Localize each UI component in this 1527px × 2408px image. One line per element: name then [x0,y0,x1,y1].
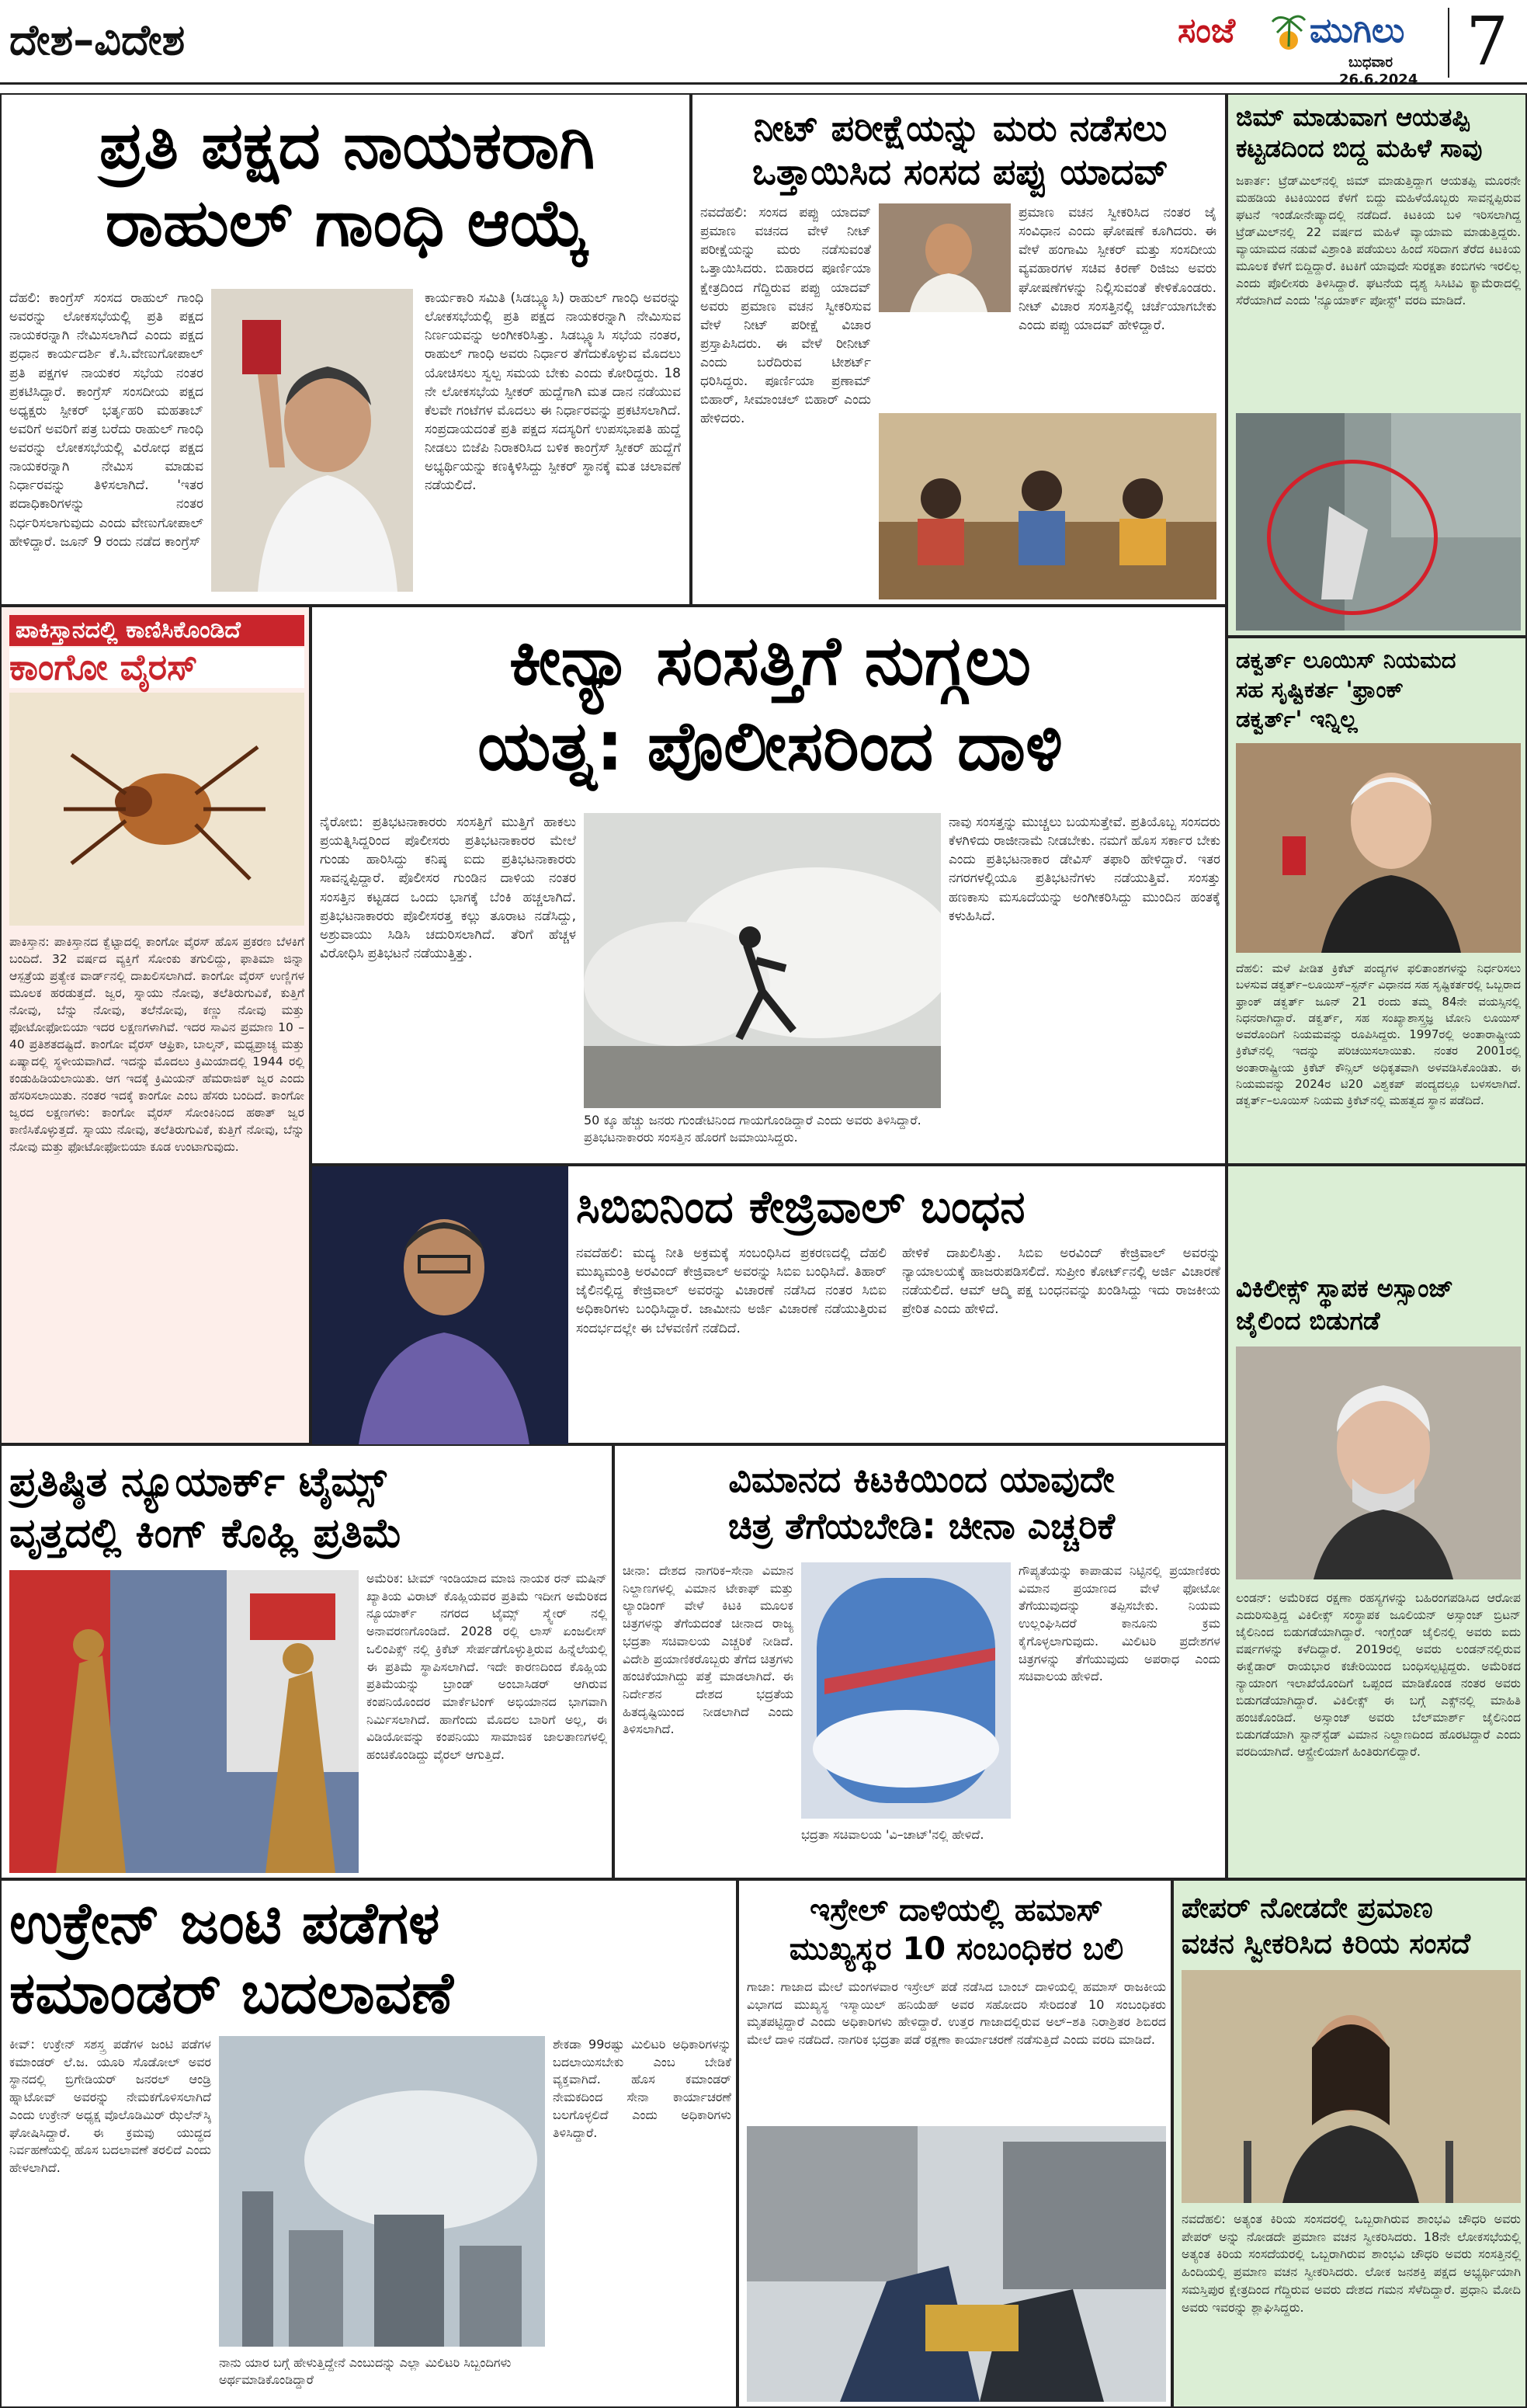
airplane-window-photo [801,1562,1011,1819]
kejriwal-column-1: ನವದೆಹಲಿ: ಮದ್ಯ ನೀತಿ ಅಕ್ರಮಕ್ಕೆ ಸಂಬಂಧಿಸಿದ ಪ್ರಕರಣದಲ್ಲಿ ದೆಹಲಿ ಮುಖ್ಯಮಂತ್ರಿ ಅರವಿಂದ್ ಕೇಜ್ರಿವಾಲ್ ಅವರನ್ನು ಸಿಬಿಐ ಬಂಧಿಸಿದೆ. ತಿಹಾರ್ ಜೈಲಿನಲ್ಲಿದ್ದ ಕೇಜ್ರಿವಾಲ್ ಅವರನ್ನು ವಿಚಾರಣೆ ನಡೆಸಿದ ನಂತರ ಸಿಬಿಐ ಅಧಿಕಾರಿಗಳು ಬಂಧಿಸಿದ್ದಾರೆ. ಜಾಮೀನು ಅರ್ಜಿ ವಿಚಾರಣೆ ನಡೆಯುತ್ತಿರುವ ಸಂದರ್ಭದಲ್ಲೇ ಈ ಬೆಳವಣಿಗೆ ನಡೆದಿದೆ. [576,1246,887,1336]
china-column-1: ಚೀನಾ: ದೇಶದ ನಾಗರಿಕ–ಸೇನಾ ವಿಮಾನ ನಿಲ್ದಾಣಗಳಲ್ಲಿ ವಿಮಾನ ಟೇಕಾಫ್ ಮತ್ತು ಲ್ಯಾಂಡಿಂಗ್ ವೇಳೆ ಕಿಟಕಿ ಮೂಲಕ ಚಿತ್ರಗಳನ್ನು ತೆಗೆಯದಂತೆ ಚೀನಾದ ರಾಜ್ಯ ಭದ್ರತಾ ಸಚಿವಾಲಯ ಎಚ್ಚರಿಕೆ ನೀಡಿದೆ. ವಿದೇಶಿ ಪ್ರಯಾಣಿಕರೊಬ್ಬರು ತೆಗೆದ ಚಿತ್ರಗಳು ಹಂಚಿಕೆಯಾಗಿದ್ದು ಪತ್ತೆ ಮಾಡಲಾಗಿದೆ. ಈ ನಿರ್ದೇಶನ ದೇಶದ ಭದ್ರತೆಯ ಹಿತದೃಷ್ಟಿಯಿಂದ ನೀಡಲಾಗಿದೆ ಎಂದು ತಿಳಿಸಲಾಗಿದೆ. [623,1563,793,1737]
duckworth-story [1227,637,1527,1165]
neet-column-2: ಪ್ರಮಾಣ ವಚನ ಸ್ವೀಕರಿಸಿದ ನಂತರ ಜೈ ಸಂವಿಧಾನ ಎಂದು ಘೋಷಣೆ ಕೂಗಿದರು. ಈ ವೇಳೆ ಹಂಗಾಮಿ ಸ್ಪೀಕರ್ ಮತ್ತು ಸಂಸದೀಯ ವ್ಯವಹಾರಗಳ ಸಚಿವ ಕಿರಣ್ ರಿಜಿಜು ಅವರು ಘೋಷಣೆಗಳನ್ನು ನಿಲ್ಲಿಸುವಂತೆ ಕೇಳಿಕೊಂಡರು. ನೀಟ್ ವಿಚಾರ ಸಂಸತ್ತಿನಲ್ಲಿ ಚರ್ಚೆಯಾಗಬೇಕು ಎಂದು ಪಪ್ಪು ಯಾದವ್ ಹೇಳಿದ್ದಾರೆ. [1019,205,1216,333]
israel-headline-2: ಮುಖ್ಯಸ್ಥರ 10 ಸಂಬಂಧಿಕರ ಬಲಿ [789,1931,1124,1967]
gym-headline-1: ಜಿಮ್ ಮಾಡುವಾಗ ಆಯತಪ್ಪಿ [1236,103,1470,132]
rahul-headline-1: ಪ್ರತಿ ಪಕ್ಷದ ನಾಯಕರಾಗಿ [99,107,595,183]
kohli-headline-2: ವೃತ್ತದಲ್ಲಿ ಕಿಂಗ್ ಕೊಹ್ಲಿ ಪ್ರತಿಮೆ [9,1510,403,1557]
kenya-photo-caption: 50 ಕ್ಕೂ ಹೆಚ್ಚು ಜನರು ಗುಂಡೇಟಿನಿಂದ ಗಾಯಗೊಂಡಿದ್ದಾರೆ ಎಂದು ಅವರು ತಿಳಿಸಿದ್ದಾರೆ. ಪ್ರತಿಭಟನಾಕಾರರು ಸಂಸತ್ತಿನ ಹೊರಗೆ ಜಮಾಯಿಸಿದ್ದರು. [584,1113,921,1145]
logo-part-1: ಸಂಜೆ [1178,11,1236,50]
duckworth-headline-2: ಸಹ ಸೃಷ್ಟಿಕರ್ತ 'ಫ್ರಾಂಕ್ [1236,676,1404,703]
kenya-column-2: ನಾವು ಸಂಸತ್ತನ್ನು ಮುಚ್ಚಲು ಬಯಸುತ್ತೇವೆ. ಪ್ರತಿಯೊಬ್ಬ ಸಂಸದರು ಕೆಳಗಿಳಿದು ರಾಜೀನಾಮೆ ನೀಡಬೇಕು. ನಮಗೆ ಹೊಸ ಸರ್ಕಾರ ಬೇಕು ಎಂದು ಪ್ರತಿಭಟನಾಕಾರ ಡೇವಿಸ್ ತಫಾರಿ ಹೇಳಿದ್ದಾರೆ. ಇತರ ನಗರಗಳಲ್ಲಿಯೂ ಪ್ರತಿಭಟನೆಗಳು ನಡೆಯುತ್ತಿವೆ. ಸಂಸತ್ತು ಹಣಕಾಸು ಮಸೂದೆಯನ್ನು ಅಂಗೀಕರಿಸಿದ್ದು ಮುಂದಿನ ಹಂತಕ್ಕೆ ಕಳುಹಿಸಿದೆ. [949,815,1220,924]
china-story [613,1444,1227,1879]
paper-headline-2: ವಚನ ಸ್ವೀಕರಿಸಿದ ಕಿರಿಯ ಸಂಸದೆ [1182,1928,1471,1960]
congo-body: ಪಾಕಿಸ್ತಾನ: ಪಾಕಿಸ್ತಾನದ ಕ್ವೆಟ್ಟಾದಲ್ಲಿ ಕಾಂಗೋ ವೈರಸ್ ಹೊಸ ಪ್ರಕರಣ ಬೆಳಕಿಗೆ ಬಂದಿದೆ. 32 ವರ್ಷದ ವ್ಯಕ್ತಿಗೆ ಸೋಂಕು ತಗುಲಿದ್ದು, ಫಾತಿಮಾ ಜಿನ್ನಾ ಆಸ್ಪತ್ರೆಯ ಪ್ರತ್ಯೇಕ ವಾರ್ಡ್‌ನಲ್ಲಿ ದಾಖಲಿಸಲಾಗಿದೆ. ಕಾಂಗೋ ವೈರಸ್ ಉಣ್ಣಿಗಳ ಮೂಲಕ ಹರಡುತ್ತದೆ. ಜ್ವರ, ಸ್ನಾಯು ನೋವು, ತಲೆತಿರುಗುವಿಕೆ, ಕುತ್ತಿಗೆ ನೋವು, ಬೆನ್ನು ನೋವು, ತಲೆನೋವು, ಕಣ್ಣು ನೋವು ಮತ್ತು ಫೋಟೋಫೋಬಿಯಾ ಇದರ ಲಕ್ಷಣಗಳಾಗಿವೆ. ಇದರ ಸಾವಿನ ಪ್ರಮಾಣ 10 – 40 ಪ್ರತಿಶತದಷ್ಟಿದೆ. ಕಾಂಗೋ ವೈರಸ್ ಆಫ್ರಿಕಾ, ಬಾಲ್ಕನ್, ಮಧ್ಯಪ್ರಾಚ್ಯ ಮತ್ತು ಏಷ್ಯಾದಲ್ಲಿ ಸ್ಥಳೀಯವಾಗಿದೆ. ಇದನ್ನು ಮೊದಲು ಕ್ರಿಮಿಯಾದಲ್ಲಿ 1944 ರಲ್ಲಿ ಕಂಡುಹಿಡಿಯಲಾಯಿತು. ಆಗ ಇದಕ್ಕೆ ಕ್ರಿಮಿಯನ್ ಹೆಮರಾಜಿಕ್ ಜ್ವರ ಎಂದು ಹೆಸರಿಸಲಾಯಿತು. ನಂತರ ಇದಕ್ಕೆ ಕಾಂಗೋ ಎಂಬ ಹೆಸರು ಬಂದಿದೆ. ಕಾಂಗೋ ಜ್ವರದ ಲಕ್ಷಣಗಳು: ಕಾಂಗೋ ವೈರಸ್ ಸೋಂಕಿನಿಂದ ಹಠಾತ್ ಜ್ವರ ಕಾಣಿಸಿಕೊಳ್ಳುತ್ತದೆ. ಸ್ನಾಯು ನೋವು, ತಲೆತಿರುಗುವಿಕೆ, ಕುತ್ತಿಗೆ ನೋವು, ಬೆನ್ನು ನೋವು ಮತ್ತು ಫೋಟೋಫೋಬಿಯಾ ಕೂಡ ಉಂಟಾಗುವುದು. [9,935,304,1154]
assange-body: ಲಂಡನ್: ಅಮೆರಿಕದ ರಕ್ಷಣಾ ರಹಸ್ಯಗಳನ್ನು ಬಹಿರಂಗಪಡಿಸಿದ ಆರೋಪ ಎದುರಿಸುತ್ತಿದ್ದ ವಿಕಿಲೀಕ್ಸ್ ಸಂಸ್ಥಾಪಕ ಜೂಲಿಯನ್ ಅಸ್ಸಾಂಜ್ ಬ್ರಿಟನ್ ಜೈಲಿನಿಂದ ಬಿಡುಗಡೆಯಾಗಿದ್ದಾರೆ. ಇಂಗ್ಲೆಂಡ್ ಜೈಲಿನಲ್ಲಿ ಅವರು ಐದು ವರ್ಷಗಳನ್ನು ಕಳೆದಿದ್ದಾರೆ. 2019ರಲ್ಲಿ ಅವರು ಲಂಡನ್‌ನಲ್ಲಿರುವ ಈಕ್ವೆಡಾರ್ ರಾಯಭಾರ ಕಚೇರಿಯಿಂದ ಬಂಧಿಸಲ್ಪಟ್ಟಿದ್ದರು. ಅಮೆರಿಕದ ನ್ಯಾಯಾಂಗ ಇಲಾಖೆಯೊಂದಿಗೆ ಒಪ್ಪಂದ ಮಾಡಿಕೊಂಡ ನಂತರ ಅವರು ಬಿಡುಗಡೆಯಾಗಿದ್ದಾರೆ. ವಿಕಿಲೀಕ್ಸ್ ಈ ಬಗ್ಗೆ ಎಕ್ಸ್‌ನಲ್ಲಿ ಮಾಹಿತಿ ಹಂಚಿಕೊಂಡಿದೆ. ಅಸ್ಸಾಂಜ್ ಅವರು ಬೆಲ್‌ಮಾರ್ಶ್ ಜೈಲಿನಿಂದ ಬಿಡುಗಡೆಯಾಗಿ ಸ್ಟಾನ್‌ಸ್ಟೆಡ್ ವಿಮಾನ ನಿಲ್ದಾಣದಿಂದ ಹೊರಟಿದ್ದಾರೆ ಎಂದು ವರದಿಯಾಗಿದೆ. ಆಸ್ಟ್ರೇಲಿಯಾಗೆ ಹಿಂತಿರುಗಲಿದ್ದಾರೆ. [1236,1591,1521,1759]
tick-photo [9,693,304,926]
neet-story [691,93,1227,606]
kohli-story [0,1444,613,1879]
ukraine-photo-caption: ನಾನು ಯಾರ ಬಗ್ಗೆ ಹೇಳುತ್ತಿದ್ದೇನೆ ಎಂಬುದನ್ನು ಎಲ್ಲಾ ಮಿಲಿಟರಿ ಸಿಬ್ಬಂದಿಗಳು ಅರ್ಥಮಾಡಿಕೊಂಡಿದ್ದಾರೆ [219,2355,512,2388]
ukraine-column-1: ಕೀವ್: ಉಕ್ರೇನ್ ಸಶಸ್ತ್ರ ಪಡೆಗಳ ಜಂಟಿ ಪಡೆಗಳ ಕಮಾಂಡರ್ ಲೆ.ಜ. ಯೂರಿ ಸೊಡೋಲ್ ಅವರ ಸ್ಥಾನದಲ್ಲಿ ಬ್ರಿಗೇಡಿಯರ್ ಜನರಲ್ ಆಂಡ್ರಿ ಹ್ನಾಟೋವ್ ಅವರನ್ನು ನೇಮಕಗೊಳಿಸಲಾಗಿದೆ ಎಂದು ಉಕ್ರೇನ್ ಅಧ್ಯಕ್ಷ ವೊಲೊಡಿಮಿರ್ ಝೆಲೆನ್‌ಸ್ಕಿ ಘೋಷಿಸಿದ್ದಾರೆ. ಈ ಕ್ರಮವು ಯುದ್ಧದ ನಿರ್ವಹಣೆಯಲ್ಲಿ ಹೊಸ ಬದಲಾವಣೆ ತರಲಿದೆ ಎಂದು ಹೇಳಲಾಗಿದೆ. [9,2037,211,2176]
gym-cctv-photo [1236,413,1521,631]
kohli-statue-photo [9,1570,359,1873]
logo [1162,6,1442,57]
congo-story [0,606,311,1444]
duckworth-photo [1236,743,1521,953]
kejriwal-photo [312,1166,568,1444]
congo-tag: ಪಾಕಿಸ್ತಾನದಲ್ಲಿ ಕಾಣಿಸಿಕೊಂಡಿದೆ [9,615,304,646]
kejriwal-headline: ಸಿಬಿಐನಿಂದ ಕೇಜ್ರಿವಾಲ್ ಬಂಧನ [576,1180,1026,1233]
masthead-date: 26.6.2024 [1339,71,1418,88]
paper-story [1172,1879,1527,2408]
kenya-headline-1: ಕೀನ್ಯಾ ಸಂಸತ್ತಿಗೆ ನುಗ್ಗಲು [508,620,1032,700]
assange-photo [1236,1346,1521,1579]
ukraine-headline-1: ಉಕ್ರೇನ್ ಜಂಟಿ ಪಡೆಗಳ [9,1890,440,1957]
rahul-headline-2: ರಾಹುಲ್ ಗಾಂಧಿ ಆಯ್ಕೆ [105,185,589,261]
pappu-yadav-photo [879,203,1011,312]
shambhavi-photo [1182,1970,1521,2203]
ukraine-city-photo [219,2036,545,2347]
gym-story [1227,93,1527,637]
logo-part-2: ಮುಗಿಲು [1310,11,1405,50]
masthead [1162,0,1527,88]
kohli-body: ಅಮೆರಿಕ: ಟೀಮ್ ಇಂಡಿಯಾದ ಮಾಜಿ ನಾಯಕ ರನ್ ಮಷಿನ್ ಖ್ಯಾತಿಯ ವಿರಾಟ್ ಕೊಹ್ಲಿಯವರ ಪ್ರತಿಮೆ ಇದೀಗ ಅಮೆರಿಕದ ನ್ಯೂಯಾರ್ಕ್ ನಗರದ ಟೈಮ್ಸ್ ಸ್ಕ್ವೇರ್ ನಲ್ಲಿ ಅನಾವರಣಗೊಂಡಿದೆ. 2028 ರಲ್ಲಿ ಲಾಸ್ ಏಂಜಲೀಸ್ ಒಲಿಂಪಿಕ್ಸ್ ನಲ್ಲಿ ಕ್ರಿಕೆಟ್ ಸೇರ್ಪಡೆಗೊಳ್ಳುತ್ತಿರುವ ಹಿನ್ನೆಲೆಯಲ್ಲಿ ಈ ಪ್ರತಿಮೆ ಸ್ಥಾಪಿಸಲಾಗಿದೆ. ಇದೇ ಕಾರಣದಿಂದ ಕೊಹ್ಲಿಯ ಪ್ರತಿಮೆಯನ್ನು ಬ್ರಾಂಡ್ ಅಂಬಾಸಿಡರ್ ಆಗಿರುವ ಕಂಪನಿಯೊಂದರ ಮಾರ್ಕೆಟಿಂಗ್ ಅಭಿಯಾನದ ಭಾಗವಾಗಿ ನಿರ್ಮಿಸಲಾಗಿದೆ. ಹಾಗೆಂದು ಮೊದಲ ಬಾರಿಗೆ ಅಲ್ಲ, ಈ ವಿಡಿಯೋವನ್ನು ಕಂಪನಿಯು ಸಾಮಾಜಿಕ ಜಾಲತಾಣಗಳಲ್ಲಿ ಹಂಚಿಕೊಂಡಿದ್ದು ವೈರಲ್ ಆಗುತ್ತಿದೆ. [366,1571,607,1763]
neet-headline-2: ಒತ್ತಾಯಿಸಿದ ಸಂಸದ ಪಪ್ಪು ಯಾದವ್ [751,151,1169,193]
duckworth-headline-3: ಡಕ್ವರ್ತ್' ಇನ್ನಿಲ್ಲ [1236,706,1358,732]
ukraine-story [0,1879,737,2408]
kenya-column-1: ನೈರೋಬಿ: ಪ್ರತಿಭಟನಾಕಾರರು ಸಂಸತ್ತಿಗೆ ಮುತ್ತಿಗೆ ಹಾಕಲು ಪ್ರಯತ್ನಿಸಿದ್ದರಿಂದ ಪೊಲೀಸರು ಪ್ರತಿಭಟನಾಕಾರರ ಮೇಲೆ ಗುಂಡು ಹಾರಿಸಿದ್ದು ಕನಿಷ್ಠ ಐದು ಪ್ರತಿಭಟನಾಕಾರರು ಸಾವನ್ನಪ್ಪಿದ್ದಾರೆ. ಪೊಲೀಸರ ಗುಂಡಿನ ದಾಳಿಯ ನಂತರ ಸಂಸತ್ತಿನ ಕಟ್ಟಡದ ಒಂದು ಭಾಗಕ್ಕೆ ಬೆಂಕಿ ಹಚ್ಚಲಾಗಿದೆ. ಪ್ರತಿಭಟನಾಕಾರರು ಪೊಲೀಸರತ್ತ ಕಲ್ಲು ತೂರಾಟ ನಡೆಸಿದ್ದು, ಅಶ್ರುವಾಯು ಸಿಡಿಸಿ ಚದುರಿಸಲಾಗಿದೆ. ತೆರಿಗೆ ಹೆಚ್ಚಳ ವಿರೋಧಿಸಿ ಪ್ರತಿಭಟನೆ ನಡೆಯುತ್ತಿತ್ತು. [320,815,576,961]
gym-body: ಜಕಾರ್ತ: ಟ್ರೆಡ್‌ಮಿಲ್‌ನಲ್ಲಿ ಜಿಮ್ ಮಾಡುತ್ತಿದ್ದಾಗ ಆಯತಪ್ಪಿ ಮೂರನೇ ಮಹಡಿಯ ಕಿಟಕಿಯಿಂದ ಕೆಳಗೆ ಬಿದ್ದು ಮಹಿಳೆಯೊಬ್ಬರು ಸಾವನ್ನಪ್ಪಿರುವ ಘಟನೆ ಇಂಡೋನೇಷ್ಯಾದಲ್ಲಿ ನಡೆದಿದೆ. ಕಿಟಕಿಯ ಬಳಿ ಇರಿಸಲಾಗಿದ್ದ ಟ್ರೆಡ್‌ಮಿಲ್‌ನಲ್ಲಿ 22 ವರ್ಷದ ಮಹಿಳೆ ವ್ಯಾಯಾಮ ಮಾಡುತ್ತಿದ್ದರು. ವ್ಯಾಯಾಮದ ನಡುವೆ ವಿಶ್ರಾಂತಿ ಪಡೆಯಲು ಹಿಂದೆ ಸರಿದಾಗ ತೆರೆದ ಕಿಟಕಿಯ ಮೂಲಕ ಕೆಳಗೆ ಬಿದ್ದಿದ್ದಾರೆ. ಕಿಟಕಿಗೆ ಯಾವುದೇ ಸುರಕ್ಷತಾ ಕಂಬಿಗಳು ಇರಲಿಲ್ಲ ಎಂದು ಪೊಲೀಸರು ತಿಳಿಸಿದ್ದಾರೆ. ಘಟನೆಯ ದೃಶ್ಯ ಸಿಸಿಟಿವಿ ಕ್ಯಾಮೆರಾದಲ್ಲಿ ಸೆರೆಯಾಗಿದೆ ಎಂದು 'ನ್ಯೂಯಾರ್ಕ್ ಪೋಸ್ಟ್' ವರದಿ ಮಾಡಿದೆ. [1236,174,1521,308]
assange-story [1227,1165,1527,1879]
kenya-headline-2: ಯತ್ನ: ಪೊಲೀಸರಿಂದ ದಾಳಿ [477,706,1063,786]
kejriwal-story [311,1165,1227,1444]
china-photo-caption: ಭದ್ರತಾ ಸಚಿವಾಲಯ 'ವಿ–ಚಾಟ್'ನಲ್ಲಿ ಹೇಳಿದೆ. [801,1827,984,1842]
gaza-rescue-photo [747,2126,1166,2402]
ukraine-headline-2: ಕಮಾಂಡರ್ ಬದಲಾವಣೆ [9,1960,453,2027]
neet-column-1: ನವದೆಹಲಿ: ಸಂಸದ ಪಪ್ಪು ಯಾದವ್ ಪ್ರಮಾಣ ವಚನದ ವೇಳೆ ನೀಟ್ ಪರೀಕ್ಷೆಯನ್ನು ಮರು ನಡೆಸುವಂತೆ ಒತ್ತಾಯಿಸಿದರು. ಬಿಹಾರದ ಪೂರ್ಣಿಯಾ ಕ್ಷೇತ್ರದಿಂದ ಗೆದ್ದಿರುವ ಪಪ್ಪು ಯಾದವ್ ಅವರು ಪ್ರಮಾಣ ವಚನ ಸ್ವೀಕರಿಸುವ ವೇಳೆ ನೀಟ್ ಪರೀಕ್ಷೆ ವಿಚಾರ ಪ್ರಸ್ತಾಪಿಸಿದರು. ಈ ವೇಳೆ ರೀನೀಟ್ ಎಂದು ಬರೆದಿರುವ ಟೀಶರ್ಟ್ ಧರಿಸಿದ್ದರು. ಪೂರ್ಣಿಯಾ ಪ್ರಣಾಮ್ ಬಿಹಾರ್, ಸೀಮಾಂಚಲ್ ಬಿಹಾರ್ ಎಂದು ಹೇಳಿದರು. [700,205,871,427]
israel-headline-1: ಇಸ್ರೇಲ್ ದಾಳಿಯಲ್ಲಿ ಹಮಾಸ್ [810,1892,1103,1928]
gym-headline-2: ಕಟ್ಟಡದಿಂದ ಬಿದ್ದ ಮಹಿಳೆ ಸಾವು [1236,134,1483,163]
congo-title: ಕಾಂಗೋ ವೈರಸ್ [9,648,304,688]
assange-headline-2: ಜೈಲಿಂದ ಬಿಡುಗಡೆ [1236,1306,1380,1336]
ukraine-column-2: ಶೇಕಡಾ 99ರಷ್ಟು ಮಿಲಿಟರಿ ಅಧಿಕಾರಿಗಳನ್ನು ಬದಲಾಯಿಸಬೇಕು ಎಂಬ ಬೇಡಿಕೆ ವ್ಯಕ್ತವಾಗಿದೆ. ಹೊಸ ಕಮಾಂಡರ್ ನೇಮಕದಿಂದ ಸೇನಾ ಕಾರ್ಯಾಚರಣೆ ಬಲಗೊಳ್ಳಲಿದೆ ಎಂದು ಅಧಿಕಾರಿಗಳು ತಿಳಿಸಿದ್ದಾರೆ. [553,2037,731,2140]
rahul-column-1: ದೆಹಲಿ: ಕಾಂಗ್ರೆಸ್ ಸಂಸದ ರಾಹುಲ್ ಗಾಂಧಿ ಅವರನ್ನು ಲೋಕಸಭೆಯಲ್ಲಿ ಪ್ರತಿ ಪಕ್ಷದ ನಾಯಕರನ್ನಾಗಿ ನೇಮಿಸಲಾಗಿದೆ ಎಂದು ಪಕ್ಷದ ಪ್ರಧಾನ ಕಾರ್ಯದರ್ಶಿ ಕೆ.ಸಿ.ವೇಣುಗೋಪಾಲ್ ಪ್ರತಿ ಪಕ್ಷಗಳ ನಾಯಕರ ಸಭೆಯ ನಂತರ ಪ್ರಕಟಿಸಿದ್ದಾರೆ. ಕಾಂಗ್ರೆಸ್ ಸಂಸದೀಯ ಪಕ್ಷದ ಅಧ್ಯಕ್ಷರು ಸ್ಪೀಕರ್ ಭರ್ತೃಹರಿ ಮಹತಾಬ್ ಅವರಿಗೆ ಅವರಿಗೆ ಪತ್ರ ಬರೆದು ರಾಹುಲ್ ಗಾಂಧಿ ಅವರನ್ನು ಲೋಕಸಭೆಯಲ್ಲಿ ವಿರೋಧ ಪಕ್ಷದ ನಾಯಕರನ್ನಾಗಿ ನೇಮಿಸ ಮಾಡುವ ನಿರ್ಧಾರವನ್ನು ತಿಳಿಸಲಾಗಿದೆ. 'ಇತರ ಪದಾಧಿಕಾರಿಗಳನ್ನು ನಂತರ ನಿರ್ಧರಿಸಲಾಗುವುದು ಎಂದು ವೇಣುಗೋಪಾಲ್ ಹೇಳಿದ್ದಾರೆ. ಜೂನ್ 9 ರಂದು ನಡೆದ ಕಾಂಗ್ರೆಸ್ [9,290,203,550]
paper-headline-1: ಪೇಪರ್ ನೋಡದೇ ಪ್ರಮಾಣ [1182,1892,1433,1924]
duckworth-headline-1: ಡಕ್ವರ್ತ್ ಲೂಯಿಸ್ ನಿಯಮದ [1236,647,1456,673]
neet-exam-photo [879,413,1216,599]
china-column-2: ಗೌಪ್ಯತೆಯನ್ನು ಕಾಪಾಡುವ ನಿಟ್ಟಿನಲ್ಲಿ ಪ್ರಯಾಣಿಕರು ವಿಮಾನ ಪ್ರಯಾಣದ ವೇಳೆ ಫೋಟೋ ತೆಗೆಯುವುದನ್ನು ತಪ್ಪಿಸಬೇಕು. ನಿಯಮ ಉಲ್ಲಂಘಿಸಿದರೆ ಕಾನೂನು ಕ್ರಮ ಕೈಗೊಳ್ಳಲಾಗುವುದು. ಮಿಲಿಟರಿ ಪ್ರದೇಶಗಳ ಚಿತ್ರಗಳನ್ನು ತೆಗೆಯುವುದು ಅಪರಾಧ ಎಂದು ಸಚಿವಾಲಯ ಹೇಳಿದೆ. [1019,1563,1220,1684]
israel-body: ಗಾಜಾ: ಗಾಜಾದ ಮೇಲೆ ಮಂಗಳವಾರ ಇಸ್ರೇಲ್ ಪಡೆ ನಡೆಸಿದ ಬಾಂಬ್ ದಾಳಿಯಲ್ಲಿ ಹಮಾಸ್ ರಾಜಕೀಯ ವಿಭಾಗದ ಮುಖ್ಯಸ್ಥ ಇಸ್ಮಾಯಿಲ್ ಹನಿಯೆಹ್ ಅವರ ಸಹೋದರಿ ಸೇರಿದಂತೆ 10 ಸಂಬಂಧಿಕರು ಮೃತಪಟ್ಟಿದ್ದಾರೆ ಎಂದು ಅಧಿಕಾರಿಗಳು ಹೇಳಿದ್ದಾರೆ. ಉತ್ತರ ಗಾಜಾದಲ್ಲಿರುವ ಅಲ್–ಶತಿ ನಿರಾಶ್ರಿತರ ಶಿಬಿರದ ಮೇಲೆ ದಾಳಿ ನಡೆದಿದೆ. ನಾಗರಿಕ ಭದ್ರತಾ ಪಡೆ ರಕ್ಷಣಾ ಕಾರ್ಯಾಚರಣೆ ನಡೆಸುತ್ತಿದೆ ಎಂದು ವರದಿ ಮಾಡಿದೆ. [747,1979,1166,2048]
rahul-story [0,93,691,606]
masthead-divider [1448,8,1449,78]
rahul-photo [211,289,413,592]
kejriwal-column-2: ಹೇಳಿಕೆ ದಾಖಲಿಸಿತ್ತು. ಸಿಬಿಐ ಅರವಿಂದ್ ಕೇಜ್ರಿವಾಲ್ ಅವರನ್ನು ನ್ಯಾಯಾಲಯಕ್ಕೆ ಹಾಜರುಪಡಿಸಲಿದೆ. ಸುಪ್ರೀಂ ಕೋರ್ಟ್‌ನಲ್ಲಿ ಅರ್ಜಿ ವಿಚಾರಣೆ ನಡೆಯಲಿದೆ. ಆಮ್ ಆದ್ಮಿ ಪಕ್ಷ ಬಂಧನವನ್ನು ಖಂಡಿಸಿದ್ದು ಇದು ರಾಜಕೀಯ ಪ್ರೇರಿತ ಎಂದು ಹೇಳಿದೆ. [902,1246,1220,1318]
china-headline-2: ಚಿತ್ರ ತೆಗೆಯಬೇಡಿ: ಚೀನಾ ಎಚ್ಚರಿಕೆ [727,1505,1116,1547]
masthead-day: ಬುಧವಾರ [1348,54,1393,71]
page-number: 7 [1466,3,1508,81]
kenya-story [311,606,1227,1165]
rahul-column-2: ಕಾರ್ಯಕಾರಿ ಸಮಿತಿ (ಸಿಡಬ್ಲ್ಯೂಸಿ) ರಾಹುಲ್ ಗಾಂಧಿ ಅವರನ್ನು ಲೋಕಸಭೆಯಲ್ಲಿ ಪ್ರತಿ ಪಕ್ಷದ ನಾಯಕರನ್ನಾಗಿ ನೇಮಿಸುವ ನಿರ್ಣಯವನ್ನು ಅಂಗೀಕರಿಸಿತ್ತು. ಸಿಡಬ್ಲ್ಯೂಸಿ ಸಭೆಯ ನಂತರ, ರಾಹುಲ್ ಗಾಂಧಿ ಅವರು ನಿರ್ಧಾರ ತೆಗೆದುಕೊಳ್ಳುವ ಮೊದಲು ಯೋಚಿಸಲು ಸ್ವಲ್ಪ ಸಮಯ ಬೇಕು ಎಂದು ಕೋರಿದ್ದರು. 18 ನೇ ಲೋಕಸಭೆಯ ಸ್ಪೀಕರ್ ಹುದ್ದೆಗಾಗಿ ಮತ ದಾನ ನಡೆಯುವ ಕೆಲವೇ ಗಂಟೆಗಳ ಮೊದಲು ಈ ನಿರ್ಧಾರವನ್ನು ಪ್ರಕಟಿಸಲಾಗಿದೆ. ಸಂಪ್ರದಾಯದಂತೆ ಪ್ರತಿ ಪಕ್ಷದ ಸದಸ್ಯರಿಗೆ ಉಪಸಭಾಪತಿ ಹುದ್ದೆ ನೀಡಲು ಬಿಜೆಪಿ ನಿರಾಕರಿಸಿದ ಬಳಿಕ ಕಾಂಗ್ರೆಸ್ ಸ್ಪೀಕರ್ ಹುದ್ದೆಗೆ ಅಭ್ಯರ್ಥಿಯನ್ನು ಕಣಕ್ಕಿಳಿಸಿದ್ದು ಸ್ಪೀಕರ್ ಸ್ಥಾನಕ್ಕೆ ಮತ ಚಲಾವಣೆ ನಡೆಯಲಿದೆ. [425,290,681,494]
kohli-headline-1: ಪ್ರತಿಷ್ಠಿತ ನ್ಯೂಯಾರ್ಕ್ ಟೈಮ್ಸ್ [9,1459,387,1506]
duckworth-body: ದೆಹಲಿ: ಮಳೆ ಪೀಡಿತ ಕ್ರಿಕೆಟ್ ಪಂದ್ಯಗಳ ಫಲಿತಾಂಶಗಳನ್ನು ನಿರ್ಧರಿಸಲು ಬಳಸುವ ಡಕ್ವರ್ತ್–ಲೂಯಿಸ್–ಸ್ಟರ್ನ್ ವಿಧಾನದ ಸಹ ಸೃಷ್ಟಿಕರ್ತರಲ್ಲಿ ಒಬ್ಬರಾದ ಫ್ರಾಂಕ್ ಡಕ್ವರ್ತ್ ಜೂನ್ 21 ರಂದು ತಮ್ಮ 84ನೇ ವಯಸ್ಸಿನಲ್ಲಿ ನಿಧನರಾಗಿದ್ದಾರೆ. ಡಕ್ವರ್ತ್, ಸಹ ಸಂಖ್ಯಾಶಾಸ್ತ್ರಜ್ಞ ಟೋನಿ ಲೂಯಿಸ್ ಅವರೊಂದಿಗೆ ನಿಯಮವನ್ನು ರೂಪಿಸಿದ್ದರು. 1997ರಲ್ಲಿ ಅಂತಾರಾಷ್ಟ್ರೀಯ ಕ್ರಿಕೆಟ್‌ನಲ್ಲಿ ಇದನ್ನು ಪರಿಚಯಿಸಲಾಯಿತು. ನಂತರ 2001ರಲ್ಲಿ ಅಂತಾರಾಷ್ಟ್ರೀಯ ಕ್ರಿಕೆಟ್ ಕೌನ್ಸಿಲ್ ಅಧಿಕೃತವಾಗಿ ಅಳವಡಿಸಿಕೊಂಡಿತು. ಈ ನಿಯಮವನ್ನು 2024ರ ಟಿ20 ವಿಶ್ವಕಪ್ ಪಂದ್ಯದಲ್ಲೂ ಬಳಸಲಾಗಿದೆ. ಡಕ್ವರ್ತ್–ಲೂಯಿಸ್ ನಿಯಮ ಕ್ರಿಕೆಟ್‌ನಲ್ಲಿ ಮಹತ್ವದ ಸ್ಥಾನ ಪಡೆದಿದೆ. [1236,961,1521,1108]
palm-tree-icon [1271,9,1307,50]
highlight-circle [1267,460,1438,615]
china-headline-1: ವಿಮಾನದ ಕಿಟಕಿಯಿಂದ ಯಾವುದೇ [728,1458,1115,1500]
neet-headline-1: ನೀಟ್ ಪರೀಕ್ಷೆಯನ್ನು ಮರು ನಡೆಸಲು [753,107,1168,149]
section-label: ದೇಶ–ವಿದೇಶ [9,16,186,64]
kenya-protest-photo [584,813,941,1108]
israel-story [737,1879,1172,2408]
assange-headline-1: ವಿಕಿಲೀಕ್ಸ್ ಸ್ಥಾಪಕ ಅಸ್ಸಾಂಜ್ [1236,1273,1454,1303]
paper-body: ನವದೆಹಲಿ: ಅತ್ಯಂತ ಕಿರಿಯ ಸಂಸದರಲ್ಲಿ ಒಬ್ಬರಾಗಿರುವ ಶಾಂಭವಿ ಚೌಧರಿ ಅವರು ಪೇಪರ್ ಅನ್ನು ನೋಡದೇ ಪ್ರಮಾಣ ವಚನ ಸ್ವೀಕರಿಸಿದರು. 18ನೇ ಲೋಕಸಭೆಯಲ್ಲಿ ಅತ್ಯಂತ ಕಿರಿಯ ಸಂಸದೆಯರಲ್ಲಿ ಒಬ್ಬರಾಗಿರುವ ಶಾಂಭವಿ ಚೌಧರಿ ಅವರು ಸಂಸತ್ತಿನಲ್ಲಿ ಹಿಂದಿಯಲ್ಲಿ ಪ್ರಮಾಣ ವಚನ ಸ್ವೀಕರಿಸಿದರು. ಲೋಕ ಜನಶಕ್ತಿ ಪಕ್ಷದ ಅಭ್ಯರ್ಥಿಯಾಗಿ ಸಮಸ್ತಿಪುರ ಕ್ಷೇತ್ರದಿಂದ ಗೆದ್ದಿರುವ ಅವರು ದೇಶದ ಗಮನ ಸೆಳೆದಿದ್ದಾರೆ. ಪ್ರಧಾನಿ ಮೋದಿ ಅವರು ಇವರನ್ನು ಶ್ಲಾಘಿಸಿದ್ದರು. [1182,2212,1521,2315]
